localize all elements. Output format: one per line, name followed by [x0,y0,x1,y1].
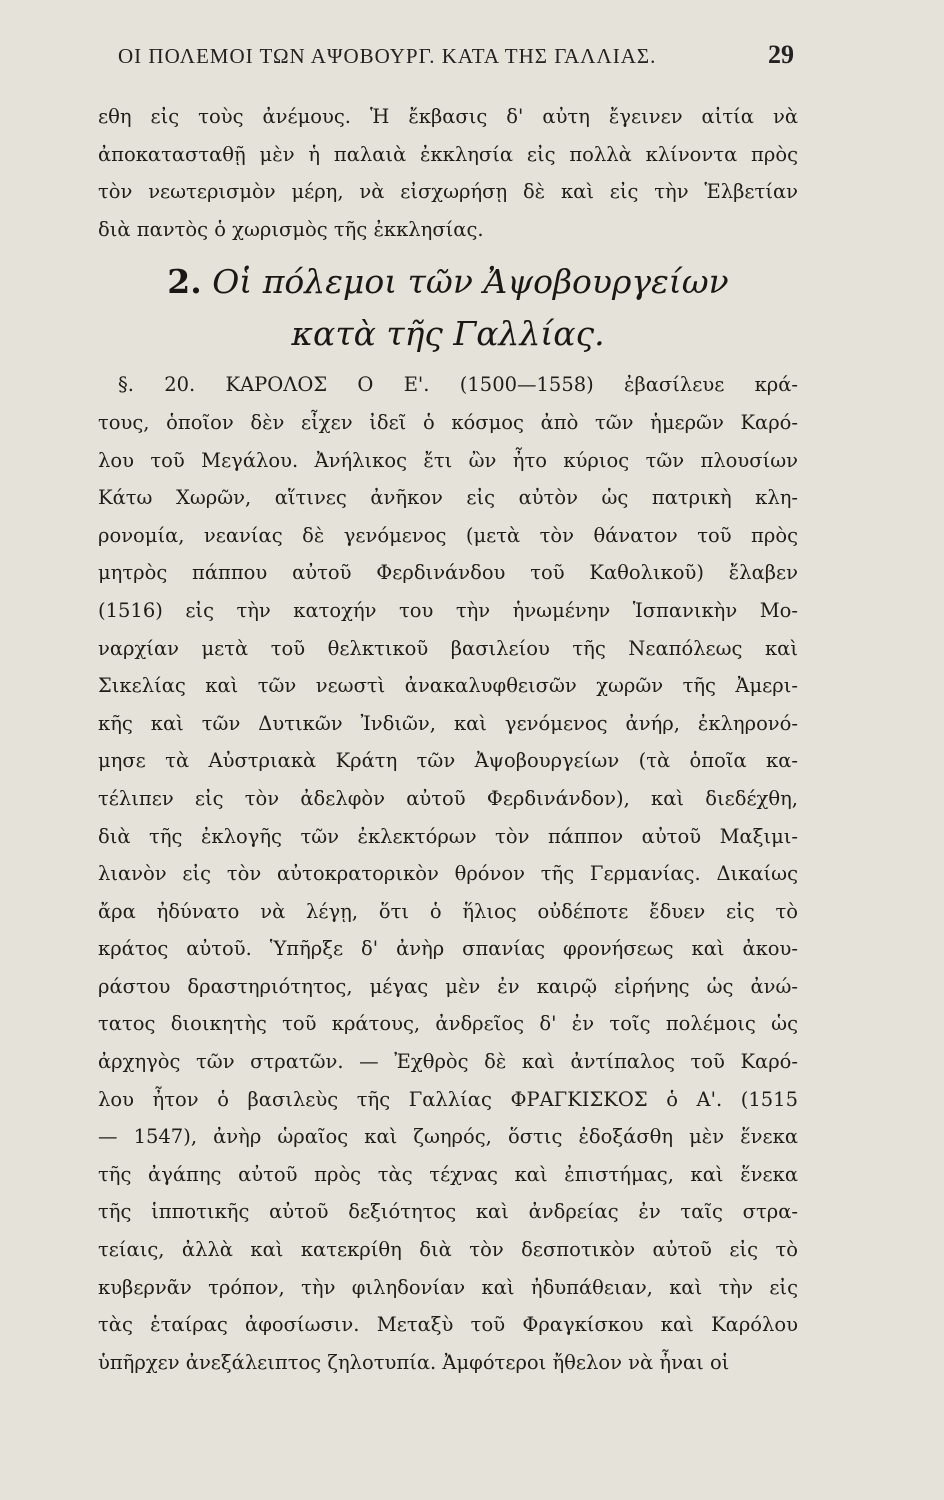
body-line: λιανὸν εἰς τὸν αὐτοκρατορικὸν θρόνον τῆς Γερμανίας. Δικαίως [98,862,798,886]
body-line: διὰ τῆς ἐκλογῆς τῶν ἐκλεκτόρων τὸν πάππον αὐτοῦ Μαξιμι- [98,824,798,848]
intro-line: τὸν νεωτερισμὸν μέρη, νὰ εἰσχωρήσῃ δὲ καὶ εἰς τὴν Ἑλβετίαν [98,180,798,204]
body-line: μητρὸς πάππου αὐτοῦ Φερδινάνδου τοῦ Καθολικοῦ) ἔλαβεν [98,561,798,585]
body-line: τῆς ἱπποτικῆς αὐτοῦ δεξιότητος καὶ ἀνδρείας ἐν ταῖς στρα- [98,1200,798,1224]
body-line: λου τοῦ Μεγάλου. Ἀνήλικος ἔτι ὢν ἦτο κύριος τῶν πλουσίων [98,448,798,472]
intro-line: εθη εἰς τοὺς ἀνέμους. Ἡ ἔκβασις δ' αὐτη ἔγεινεν αἰτία νὰ [98,105,798,128]
body-line: λου ἦτον ὁ βασιλεὺς τῆς Γαλλίας ΦΡΑΓΚΙΣΚΟΣ ὁ Α'. (1515 [98,1087,798,1111]
running-header [118,40,794,70]
page-number: 29 [768,40,794,69]
running-title: ΟΙ ΠΟΛΕΜΟΙ ΤΩΝ ΑΨΟΒΟΥΡΓ. ΚΑΤΑ ΤΗΣ ΓΑΛΛΙΑΣ. [118,44,657,68]
body-line: τατος διοικητὴς τοῦ κράτους, ἀνδρεῖος δ' ἐν τοῖς πολέμοις ὡς [98,1012,798,1036]
body-line: τείαις, ἀλλὰ καὶ κατεκρίθη διὰ τὸν δεσποτικὸν αὐτοῦ εἰς τὸ [98,1238,798,1262]
body-line: ἄρα ἠδύνατο νὰ λέγῃ, ὅτι ὁ ἥλιος οὐδέποτε ἔδυεν εἰς τὸ [98,899,798,923]
page-body [98,98,798,1381]
body-line: ρονομία, νεανίας δὲ γενόμενος (μετὰ τὸν θάνατον τοῦ πρὸς [98,523,798,547]
body-line: ναρχίαν μετὰ τοῦ θελκτικοῦ βασιλείου τῆς Νεαπόλεως καὶ [98,636,798,660]
section-subheading [98,308,798,360]
section-heading [98,256,798,308]
body-line: ράστου δραστηριότητος, μέγας μὲν ἐν καιρῷ εἰρήνης ὡς ἀνώ- [98,974,798,998]
body-line: Κάτω Χωρῶν, αἵτινες ἀνῆκον εἰς αὐτὸν ὡς πατρικὴ κλη- [98,486,798,510]
body-line: κῆς καὶ τῶν Δυτικῶν Ἰνδιῶν, καὶ γενόμενος ἀνήρ, ἐκληρονό- [98,711,798,735]
body-line: — 1547), ἀνὴρ ὡραῖος καὶ ζωηρός, ὅστις ἐδοξάσθη μὲν ἕνεκα [98,1125,798,1149]
body-line: τέλιπεν εἰς τὸν ἀδελφὸν αὐτοῦ Φερδινάνδον), καὶ διεδέχθη, [98,786,798,810]
body-line: τους, ὁποῖον δὲν εἶχεν ἰδεῖ ὁ κόσμος ἀπὸ τῶν ἡμερῶν Καρό- [98,410,798,434]
body-line: ἀρχηγὸς τῶν στρατῶν. — Ἐχθρὸς δὲ καὶ ἀντίπαλος τοῦ Καρό- [98,1050,798,1074]
body-line: §. 20. ΚΑΡΟΛΟΣ Ο Ε'. (1500—1558) ἐβασίλευε κρά- [118,373,798,397]
body-line: κράτος αὐτοῦ. Ὑπῆρξε δ' ἀνὴρ σπανίας φρονήσεως καὶ ἀκου- [98,937,798,961]
section-number: 2. [167,262,202,302]
body-line: τὰς ἑταίρας ἀφοσίωσιν. Μεταξὺ τοῦ Φραγκίσκου καὶ Καρόλου [98,1313,798,1337]
body-line: μησε τὰ Αὐστριακὰ Κράτη τῶν Ἀψοβουργείων (τὰ ὁποῖα κα- [98,749,798,773]
body-line: τῆς ἀγάπης αὐτοῦ πρὸς τὰς τέχνας καὶ ἐπιστήμας, καὶ ἕνεκα [98,1162,798,1186]
intro-line: διὰ παντὸς ὁ χωρισμὸς τῆς ἐκκλησίας. [98,217,484,241]
section-title-line2: κατὰ τῆς Γαλλίας. [291,314,605,354]
body-line: ὑπῆρχεν ἀνεξάλειπτος ζηλοτυπία. Ἀμφότεροι ἤθελον νὰ ἦναι οἱ [98,1350,730,1374]
body-line: (1516) εἰς τὴν κατοχήν του τὴν ἡνωμένην Ἱσπανικὴν Μο- [98,598,798,622]
section-title-line1: Οἱ πόλεμοι τῶν Ἀψοβουργείων [212,262,729,302]
body-line: κυβερνᾶν τρόπον, τὴν φιληδονίαν καὶ ἠδυπάθειαν, καὶ τὴν εἰς [98,1275,798,1299]
intro-line: ἀποκατασταθῇ μὲν ἡ παλαιὰ ἐκκλησία εἰς πολλὰ κλίνοντα πρὸς [98,142,798,166]
body-line: Σικελίας καὶ τῶν νεωστὶ ἀνακαλυφθεισῶν χωρῶν τῆς Ἀμερι- [98,674,798,698]
